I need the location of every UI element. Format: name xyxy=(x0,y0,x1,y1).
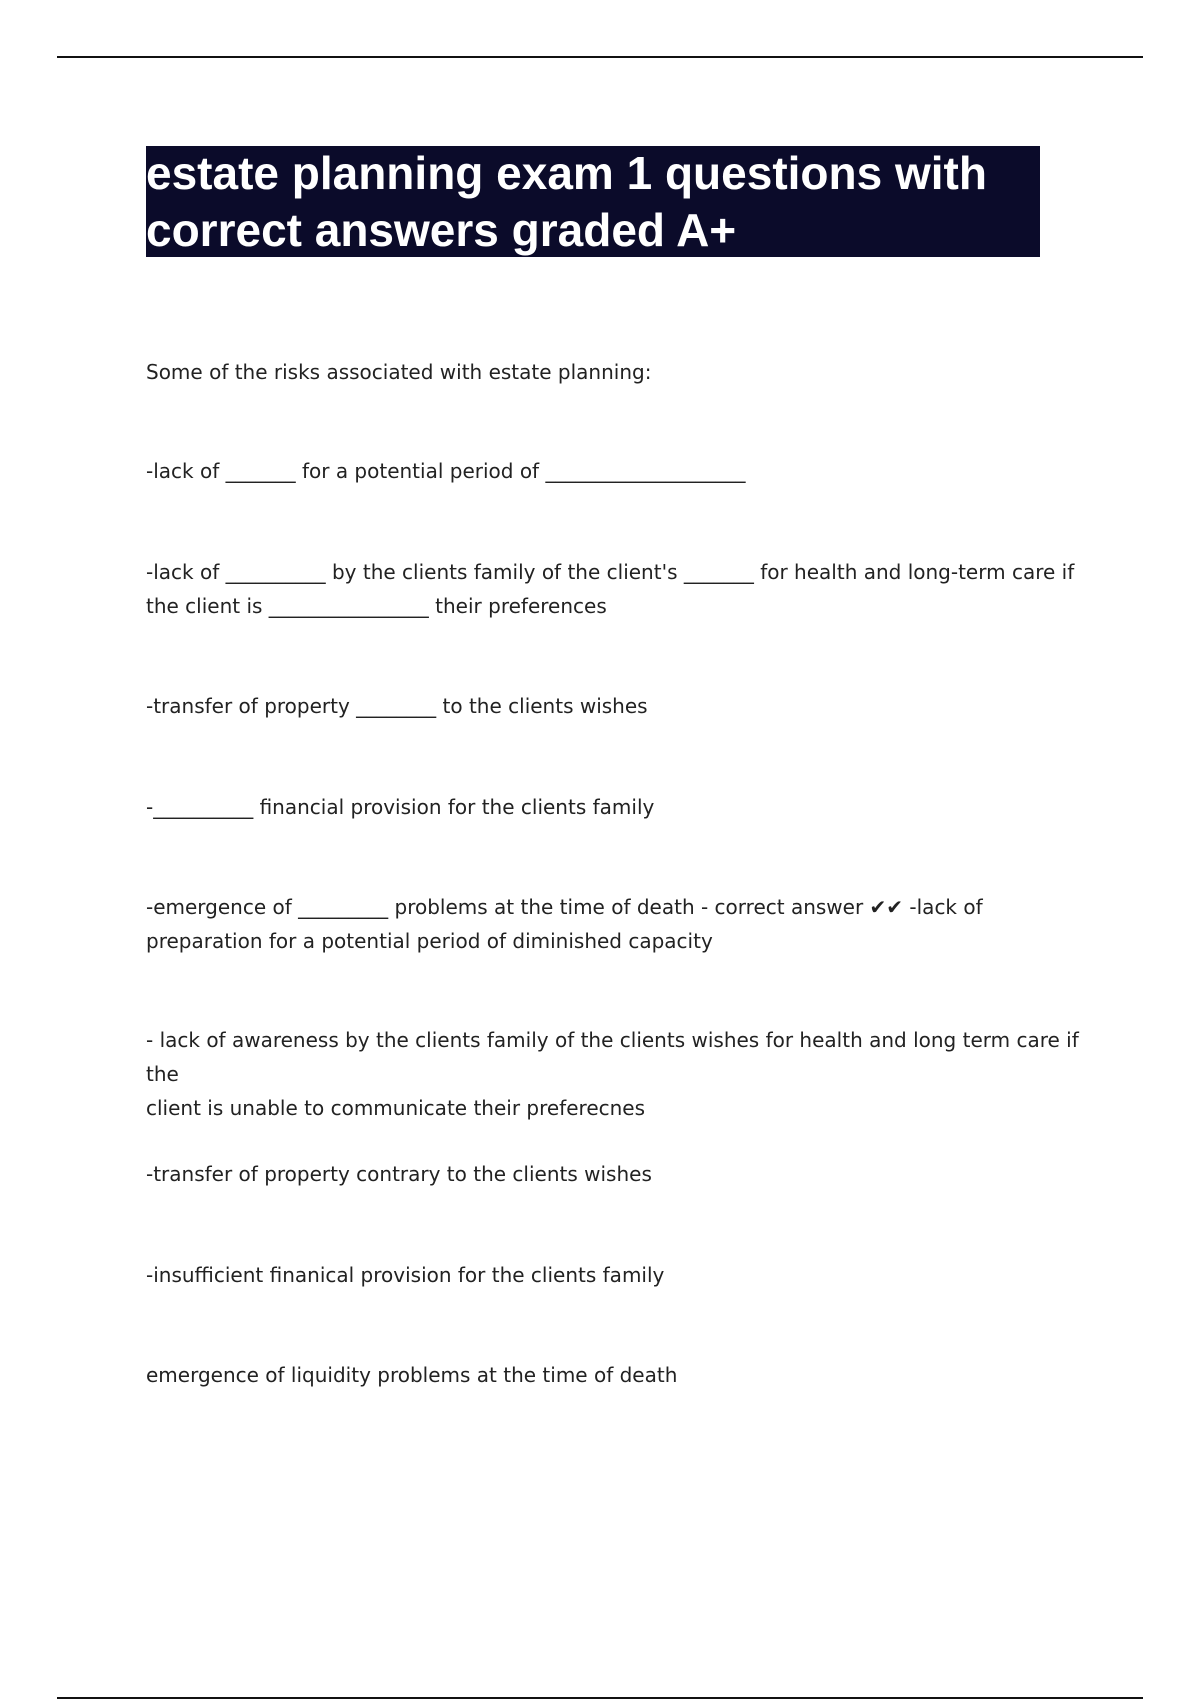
intro-paragraph: Some of the risks associated with estate planning: xyxy=(146,360,652,384)
answer-line-3: -transfer of property contrary to the clients wishes xyxy=(146,1162,652,1186)
bottom-divider xyxy=(57,1697,1143,1699)
question-line-2: -lack of __________ by the clients family of the client's _______ for health and long-term care if the client is ________________ their preferences xyxy=(146,560,1075,618)
document-title: estate planning exam 1 questions with correct answers graded A+ xyxy=(146,147,987,256)
answer-line-2: - lack of awareness by the clients family of the clients wishes for health and long term care if the client is unable to communicate their preferecnes xyxy=(146,1028,1079,1120)
question-line-4: -__________ financial provision for the clients family xyxy=(146,795,655,819)
title-banner xyxy=(146,146,1040,257)
top-divider xyxy=(57,56,1143,58)
answer-line-5: emergence of liquidity problems at the time of death xyxy=(146,1363,678,1387)
question-line-3: -transfer of property ________ to the clients wishes xyxy=(146,694,648,718)
question-line-5-with-answer: -emergence of _________ problems at the time of death - correct answer ✔✔ -lack of preparation for a potential period of diminished capacity xyxy=(146,895,983,953)
answer-line-4: -insufficient finanical provision for the clients family xyxy=(146,1263,665,1287)
question-line-1: -lack of _______ for a potential period of ____________________ xyxy=(146,459,746,483)
